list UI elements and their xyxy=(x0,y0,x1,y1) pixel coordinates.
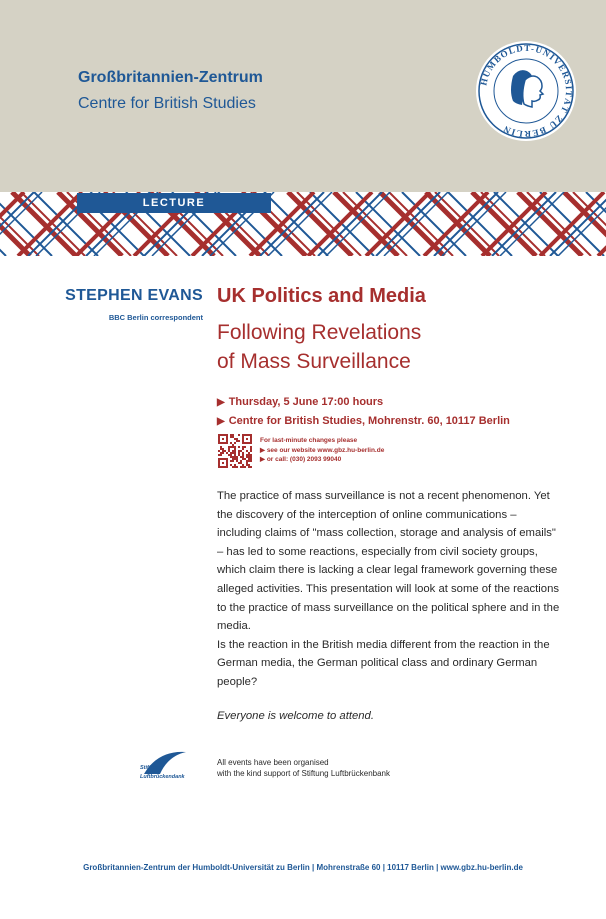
qr-cell xyxy=(218,464,220,466)
qr-cell xyxy=(230,436,232,438)
qr-cell xyxy=(226,452,228,454)
qr-cell xyxy=(220,448,222,450)
qr-cell xyxy=(230,456,232,458)
event-title: UK Politics and Media xyxy=(217,285,426,307)
qr-cell xyxy=(238,434,240,436)
qr-cell xyxy=(220,466,222,468)
qr-cell xyxy=(228,446,230,448)
speaker-role: BBC Berlin correspondent xyxy=(108,313,203,322)
qr-cell xyxy=(242,442,244,444)
qr-cell xyxy=(220,454,222,456)
qr-cell xyxy=(240,450,242,452)
qr-cell xyxy=(242,436,244,438)
qr-cell xyxy=(220,458,222,460)
qr-cell xyxy=(250,438,252,440)
qr-cell xyxy=(222,438,224,440)
qr-cell xyxy=(230,460,232,462)
qr-cell xyxy=(248,442,250,444)
university-seal-icon xyxy=(475,40,577,142)
qr-cell xyxy=(246,460,248,462)
qr-cell xyxy=(246,462,248,464)
right-triangle-icon: ▶ xyxy=(260,456,267,463)
qr-cell xyxy=(234,452,236,454)
qr-cell xyxy=(222,466,224,468)
qr-cell xyxy=(226,458,228,460)
qr-cell xyxy=(244,434,246,436)
right-triangle-icon: ▶ xyxy=(260,446,267,454)
qr-cell xyxy=(228,454,230,456)
qr-cell xyxy=(230,464,232,466)
qr-cell xyxy=(240,462,242,464)
header xyxy=(0,0,606,192)
qr-cell xyxy=(232,458,234,460)
event-venue xyxy=(217,415,510,427)
contact-line-1: For last-minute changes please xyxy=(260,437,358,444)
footer-address: Großbritannien-Zentrum der Humboldt-Universität zu Berlin | Mohrenstraße 60 | 10117 Berlin | www.gbz.hu-berlin.de xyxy=(83,863,523,872)
qr-cell xyxy=(244,466,246,468)
qr-cell xyxy=(246,438,248,440)
qr-cell xyxy=(232,466,234,468)
qr-cell xyxy=(250,458,252,460)
event-date xyxy=(217,396,383,408)
qr-cell xyxy=(236,456,238,458)
sponsor-note xyxy=(217,757,390,779)
event-description xyxy=(217,487,562,692)
qr-cell xyxy=(218,466,220,468)
qr-cell xyxy=(226,460,228,462)
sponsor-line-1: All events have been organised xyxy=(217,758,329,767)
qr-cell xyxy=(230,454,232,456)
qr-cell xyxy=(234,454,236,456)
welcome-note: Everyone is welcome to attend. xyxy=(217,710,374,722)
qr-cell xyxy=(248,452,250,454)
qr-cell xyxy=(242,446,244,448)
qr-cell xyxy=(224,458,226,460)
qr-cell xyxy=(240,460,242,462)
stripe-line xyxy=(500,192,564,256)
qr-cell xyxy=(222,458,224,460)
qr-cell xyxy=(224,442,226,444)
contact-line-2 xyxy=(260,446,384,456)
qr-cell xyxy=(246,456,248,458)
qr-code-icon[interactable] xyxy=(218,434,252,468)
qr-cell xyxy=(238,454,240,456)
qr-cell xyxy=(220,442,222,444)
qr-cell xyxy=(220,434,222,436)
qr-cell xyxy=(230,446,232,448)
qr-cell xyxy=(232,452,234,454)
qr-cell xyxy=(244,458,246,460)
qr-cell xyxy=(242,448,244,450)
qr-cell xyxy=(232,436,234,438)
qr-cell xyxy=(236,466,238,468)
contact-website[interactable]: see our website www.gbz.hu-berlin.de xyxy=(266,446,385,454)
sponsor-logo-icon xyxy=(138,748,202,782)
qr-cell xyxy=(238,440,240,442)
qr-cell xyxy=(236,438,238,440)
qr-cell xyxy=(222,452,224,454)
qr-cell xyxy=(232,434,234,436)
qr-cell xyxy=(218,434,220,436)
qr-cell xyxy=(250,450,252,452)
qr-cell xyxy=(222,450,224,452)
qr-cell xyxy=(234,446,236,448)
stripe-line xyxy=(18,192,82,256)
qr-cell xyxy=(250,454,252,456)
qr-cell xyxy=(248,466,250,468)
qr-cell xyxy=(234,464,236,466)
qr-cell xyxy=(250,434,252,436)
qr-cell xyxy=(236,460,238,462)
qr-cell xyxy=(226,462,228,464)
stripe-line xyxy=(326,192,390,256)
org-name-de: Großbritannien-Zentrum xyxy=(78,69,263,86)
qr-cell xyxy=(242,456,244,458)
qr-cell xyxy=(220,446,222,448)
qr-cell xyxy=(242,454,244,456)
qr-cell xyxy=(234,466,236,468)
qr-cell xyxy=(222,434,224,436)
qr-cell xyxy=(218,458,220,460)
qr-cell xyxy=(226,436,228,438)
qr-cell xyxy=(250,436,252,438)
qr-cell xyxy=(226,438,228,440)
qr-cell xyxy=(232,456,234,458)
qr-cell xyxy=(242,438,244,440)
qr-cell xyxy=(246,434,248,436)
qr-cell xyxy=(242,434,244,436)
qr-cell xyxy=(246,450,248,452)
qr-cell xyxy=(230,452,232,454)
contact-phone: or call: (030) 2093 99040 xyxy=(266,456,342,463)
qr-cell xyxy=(226,466,228,468)
sponsor-logo-text-2: Luftbrückendank xyxy=(140,774,185,780)
qr-cell xyxy=(234,442,236,444)
qr-cell xyxy=(224,450,226,452)
org-name-en: Centre for British Studies xyxy=(78,95,256,112)
qr-cell xyxy=(234,450,236,452)
qr-cell xyxy=(232,450,234,452)
qr-cell xyxy=(248,454,250,456)
lecture-tag: LECTURE xyxy=(77,193,271,213)
qr-cell xyxy=(224,434,226,436)
qr-cell xyxy=(234,448,236,450)
qr-cell xyxy=(226,442,228,444)
qr-cell xyxy=(244,446,246,448)
description-paragraph-1: The practice of mass surveillance is not a recent phenomenon. Yet the discovery of the interception of online communications – including claims of "mass collection, storage and analysis of emails" – has led to some reactions, especially from civil society groups, which claim there is lacking a clear legal framework governing these alleged activities. This presentation will look at some of the reactions to the practice of mass surveillance on the political sphere and in the media. xyxy=(217,490,560,633)
qr-cell xyxy=(218,440,220,442)
qr-cell xyxy=(218,462,220,464)
qr-cell xyxy=(250,440,252,442)
qr-cell xyxy=(228,450,230,452)
qr-cell xyxy=(250,460,252,462)
qr-cell xyxy=(222,462,224,464)
qr-cell xyxy=(242,458,244,460)
contact-info xyxy=(260,436,384,465)
qr-cell xyxy=(234,458,236,460)
qr-cell xyxy=(220,452,222,454)
qr-cell xyxy=(226,440,228,442)
qr-cell xyxy=(234,456,236,458)
qr-cell xyxy=(250,466,252,468)
qr-cell xyxy=(248,456,250,458)
qr-cell xyxy=(250,446,252,448)
qr-cell xyxy=(236,458,238,460)
qr-cell xyxy=(228,448,230,450)
qr-cell xyxy=(230,442,232,444)
qr-cell xyxy=(238,446,240,448)
qr-cell xyxy=(248,464,250,466)
qr-cell xyxy=(240,466,242,468)
qr-cell xyxy=(244,442,246,444)
qr-cell xyxy=(226,434,228,436)
event-date-text: Thursday, 5 June 17:00 hours xyxy=(228,396,384,408)
qr-cell xyxy=(238,462,240,464)
seal-text: HUMBOLDT-UNIVERSITÄT ZU BERLIN xyxy=(478,42,575,140)
sponsor-logo-text-1: Stiftung xyxy=(140,765,161,771)
qr-cell xyxy=(238,450,240,452)
qr-cell xyxy=(218,438,220,440)
qr-cell xyxy=(218,454,220,456)
qr-cell xyxy=(232,446,234,448)
speaker-name: STEPHEN EVANS xyxy=(65,287,203,304)
qr-cell xyxy=(248,458,250,460)
qr-cell xyxy=(246,442,248,444)
qr-cell xyxy=(248,460,250,462)
contact-line-3 xyxy=(260,455,384,465)
qr-cell xyxy=(250,456,252,458)
qr-cell xyxy=(240,456,242,458)
qr-cell xyxy=(242,452,244,454)
qr-cell xyxy=(236,440,238,442)
subtitle-line-2: of Mass Surveillance xyxy=(217,350,411,373)
right-triangle-icon: ▶ xyxy=(217,416,225,427)
qr-cell xyxy=(218,460,220,462)
qr-cell xyxy=(218,436,220,438)
qr-cell xyxy=(250,442,252,444)
event-subtitle xyxy=(217,318,547,376)
qr-cell xyxy=(232,460,234,462)
qr-cell xyxy=(246,464,248,466)
qr-cell xyxy=(218,442,220,444)
qr-cell xyxy=(242,466,244,468)
qr-cell xyxy=(242,464,244,466)
qr-cell xyxy=(242,440,244,442)
qr-cell xyxy=(222,448,224,450)
qr-cell xyxy=(234,438,236,440)
event-venue-text: Centre for British Studies, Mohrenstr. 60, 10117 Berlin xyxy=(228,415,510,427)
subtitle-line-1: Following Revelations xyxy=(217,321,422,344)
stripe-line xyxy=(384,192,448,256)
qr-cell xyxy=(238,452,240,454)
qr-cell xyxy=(218,450,220,452)
qr-cell xyxy=(230,434,232,436)
stripe-line xyxy=(376,192,440,256)
stripe-line xyxy=(442,192,506,256)
right-triangle-icon: ▶ xyxy=(217,397,225,408)
qr-cell xyxy=(246,454,248,456)
qr-cell xyxy=(226,464,228,466)
description-paragraph-2: Is the reaction in the British media different from the reaction in the German media, the German political class and ordinary German people? xyxy=(217,638,550,688)
qr-cell xyxy=(232,444,234,446)
qr-cell xyxy=(224,466,226,468)
qr-cell xyxy=(222,442,224,444)
qr-cell xyxy=(248,434,250,436)
sponsor-line-2: with the kind support of Stiftung Luftbrückenbank xyxy=(217,769,390,778)
qr-cell xyxy=(250,448,252,450)
